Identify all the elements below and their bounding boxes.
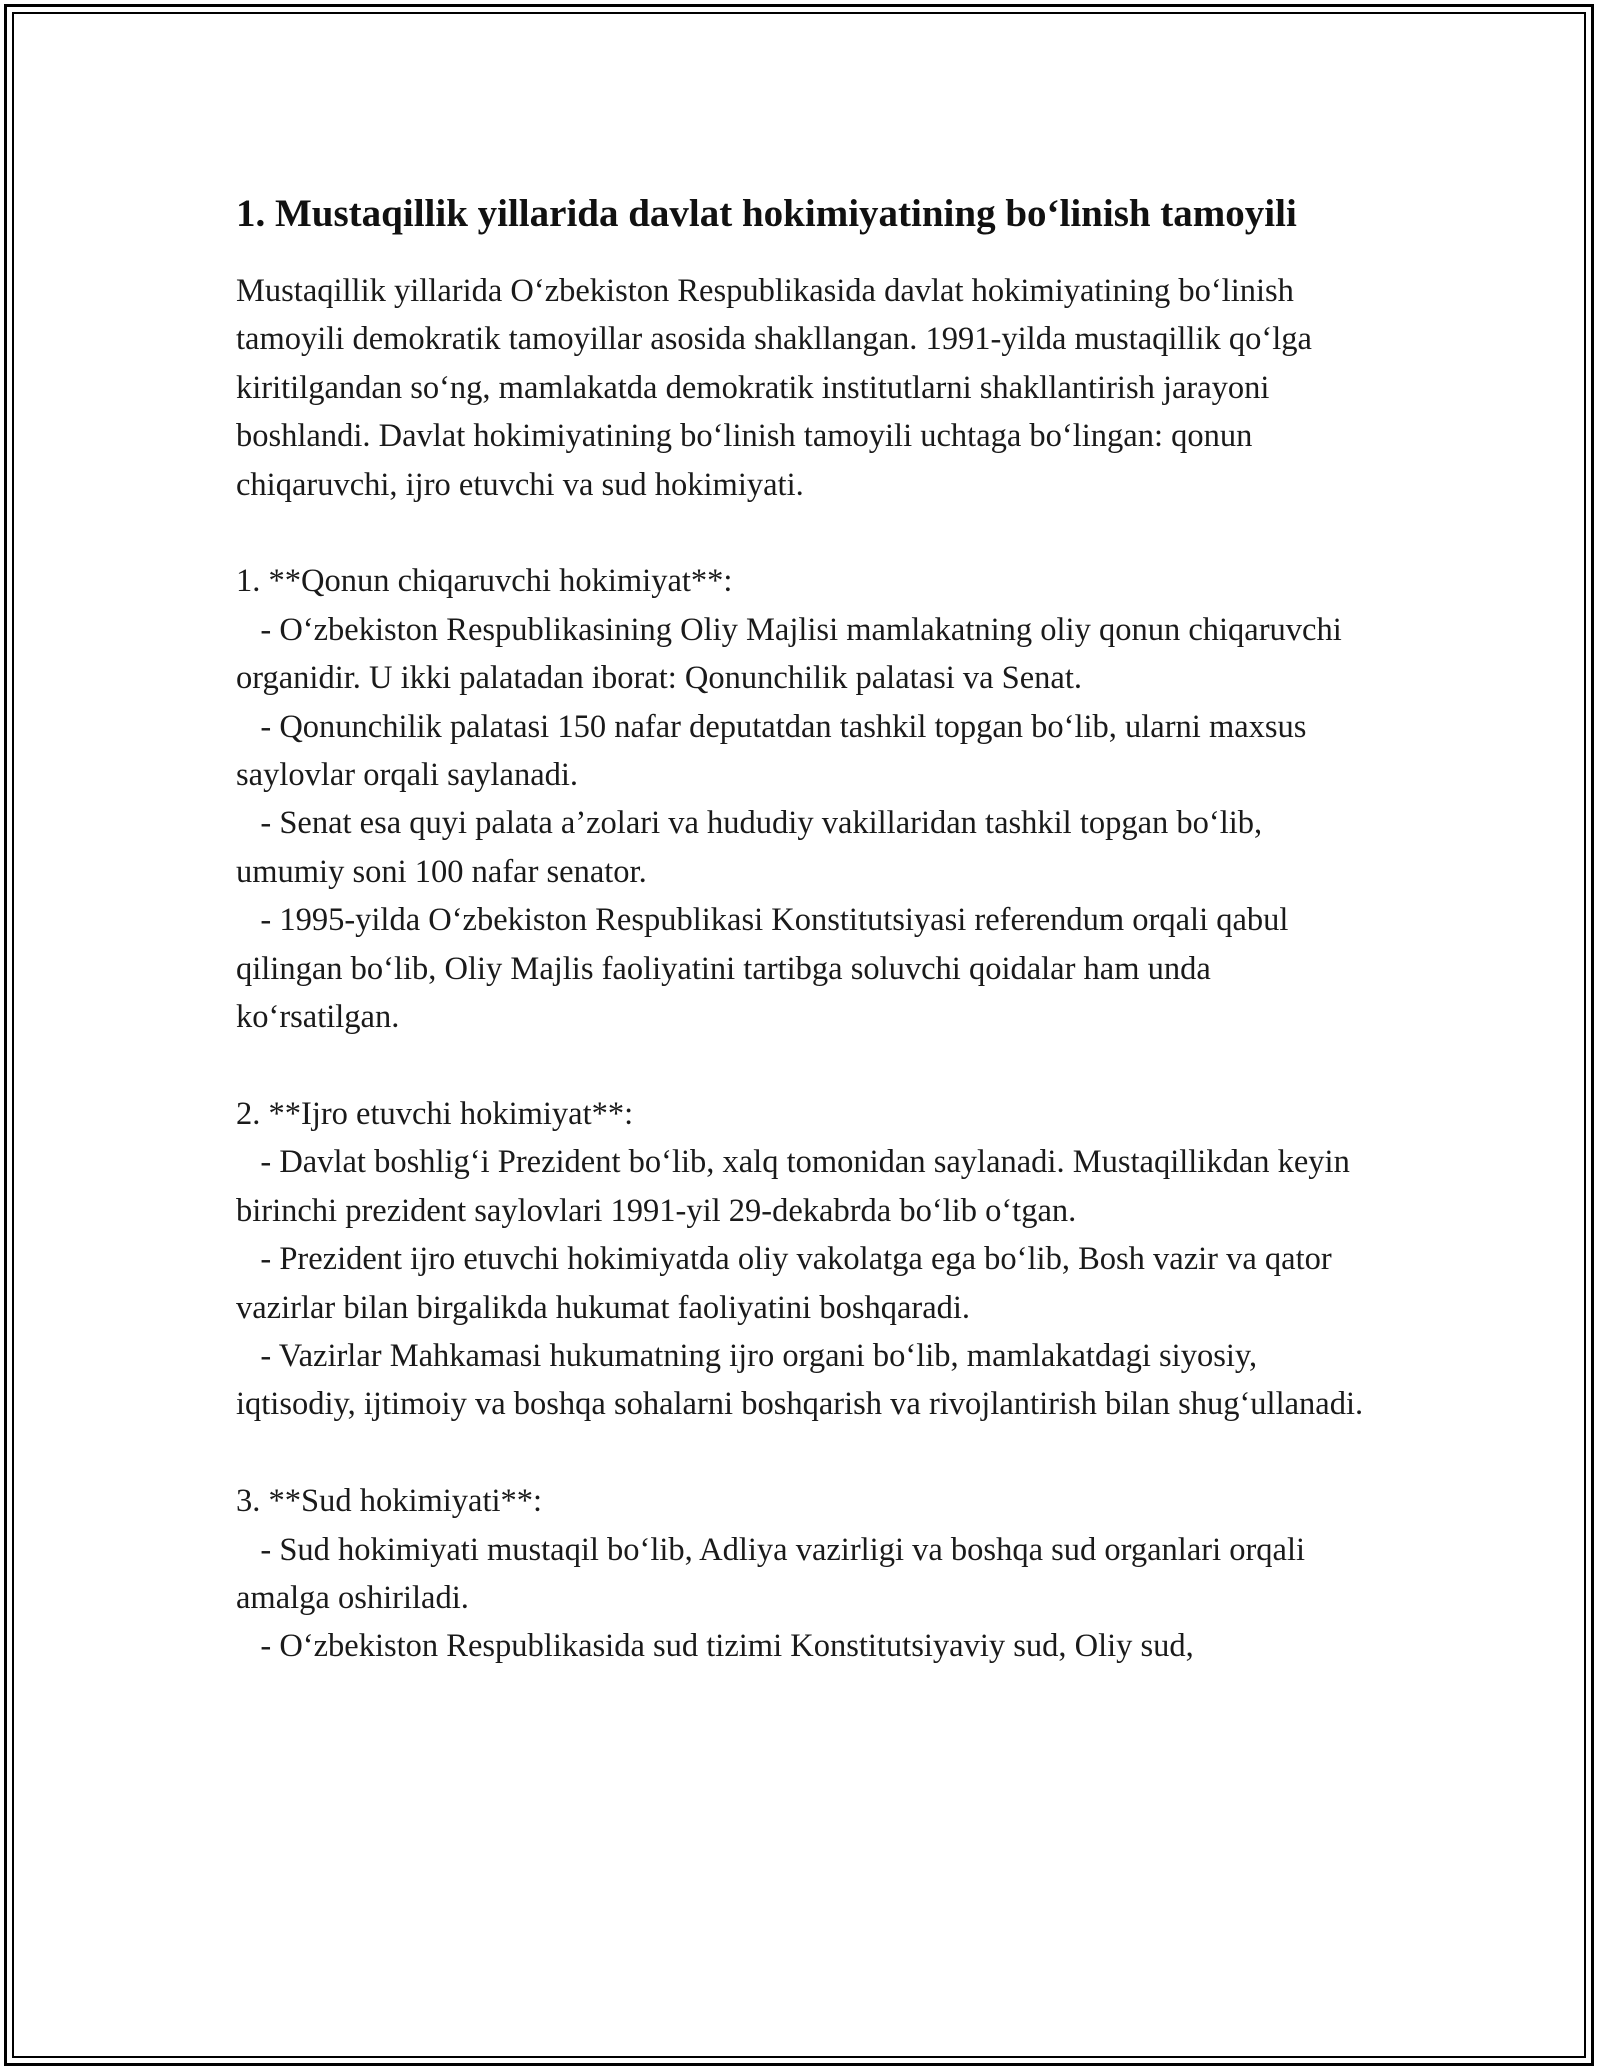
- list-item: - Davlat boshlig‘i Prezident bo‘lib, xalq tomonidan saylanadi. Mustaqillikdan keyin birinchi prezident saylovlari 1991-yil 29-dekabrda bo‘lib o‘tgan.: [236, 1144, 1358, 1229]
- section-heading: 2. **Ijro etuvchi hokimiyat**:: [236, 1095, 634, 1132]
- spacer: [236, 1429, 1366, 1477]
- section-executive: [236, 1090, 1366, 1429]
- section-heading: 3. **Sud hokimiyati**:: [236, 1483, 543, 1520]
- list-item: - Senat esa quyi palata a’zolari va hududiy vakillaridan tashkil topgan bo‘lib, umumiy soni 100 nafar senator.: [236, 805, 1271, 890]
- list-item: - Sud hokimiyati mustaqil bo‘lib, Adliya vazirligi va boshqa sud organlari orqali amalga oshiriladi.: [236, 1531, 1314, 1616]
- document-title: 1. Mustaqillik yillarida davlat hokimiyatining bo‘linish tamoyili: [236, 192, 1297, 235]
- spacer: [236, 1041, 1366, 1089]
- list-item: - Vazirlar Mahkamasi hukumatning ijro organi bo‘lib, mamlakatdagi siyosiy, iqtisodiy, ijtimoiy va boshqa sohalarni boshqarish va rivojlantirish bilan shug‘ullanadi.: [236, 1337, 1364, 1423]
- list-item: - O‘zbekiston Respublikasida sud tizimi Konstitutsiyaviy sud, Oliy sud,: [236, 1628, 1194, 1665]
- section-judicial: [236, 1477, 1366, 1671]
- list-item: - Qonunchilik palatasi 150 nafar deputatdan tashkil topgan bo‘lib, ularni maxsus saylovlar orqali saylanadi.: [236, 708, 1315, 794]
- section-heading: 1. **Qonun chiqaruvchi hokimiyat**:: [236, 563, 733, 600]
- section-legislative: [236, 557, 1366, 1041]
- list-item: - 1995-yilda O‘zbekiston Respublikasi Konstitutsiyasi referendum orqali qabul qilingan bo‘lib, Oliy Majlis faoliyatini tartibga soluvchi qoidalar ham unda ko‘rsatilgan.: [236, 902, 1297, 1036]
- list-item: - O‘zbekiston Respublikasining Oliy Majlisi mamlakatning oliy qonun chiqaruvchi organidir. U ikki palatadan iborat: Qonunchilik palatasi va Senat.: [236, 611, 1350, 697]
- intro-paragraph: Mustaqillik yillarida O‘zbekiston Respublikasida davlat hokimiyatining bo‘linish tamoyili demokratik tamoyillar asosida shakllangan. 1991-yilda mustaqillik qo‘lga kiritilgandan so‘ng, mamlakatda demokratik institutlarni shakllantirish jarayoni boshlandi. Davlat hokimiyatining bo‘linish tamoyili uchtaga bo‘lingan: qonun chiqaruvchi, ijro etuvchi va sud hokimiyati.: [236, 273, 1312, 503]
- spacer: [236, 509, 1366, 557]
- document-body: [236, 186, 1366, 1671]
- list-item: - Prezident ijro etuvchi hokimiyatda oliy vakolatga ega bo‘lib, Bosh vazir va qator vazirlar bilan birgalikda hukumat faoliyatini boshqaradi.: [236, 1241, 1340, 1326]
